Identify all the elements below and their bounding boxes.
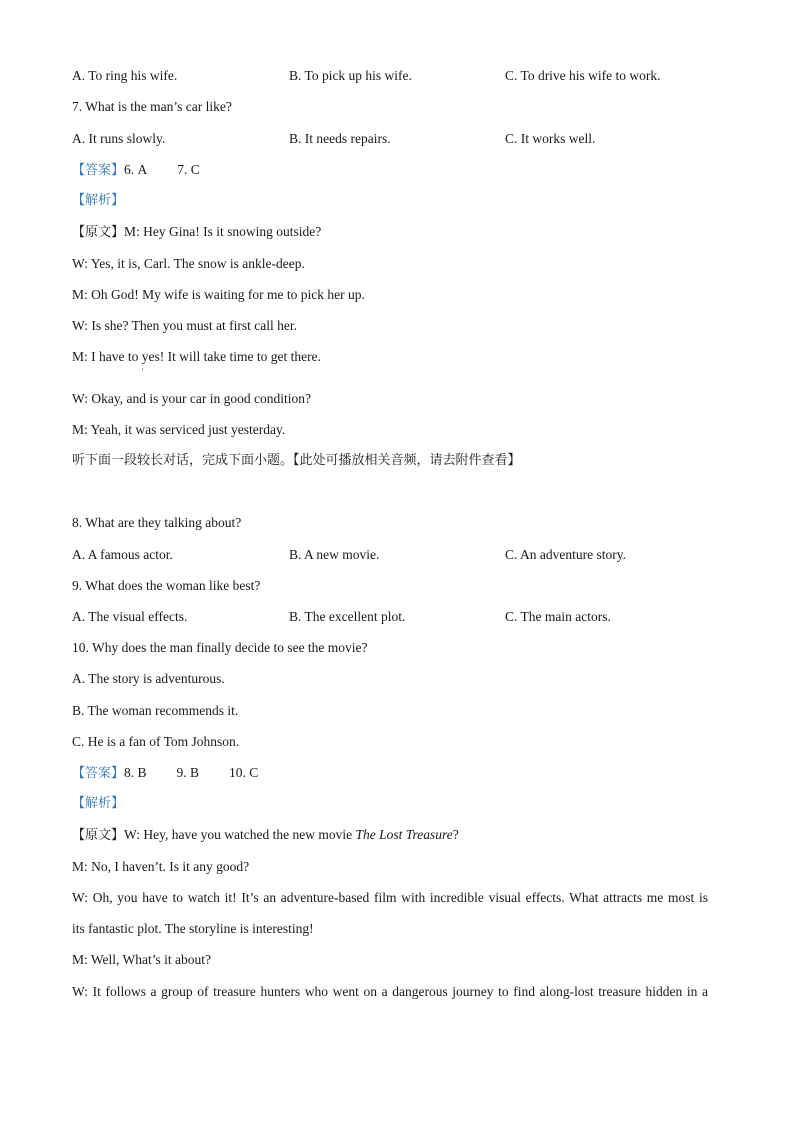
q7-option-a: A. It runs slowly.: [72, 131, 166, 146]
q9-option-c: C. The main actors.: [505, 609, 611, 624]
transcript2-line-5: M: Well, What’s it about?: [72, 952, 212, 967]
transcript-tag: 【原文】: [72, 828, 125, 843]
answer-7: 7. C: [177, 162, 200, 177]
transcript-text: M: Hey Gina! Is it snowing outside?: [124, 224, 322, 239]
tick-mark: ': [142, 367, 144, 376]
answer-line-1: [72, 162, 200, 179]
q7-option-b: B. It needs repairs.: [289, 131, 391, 146]
transcript-text-end: ?: [452, 827, 459, 842]
q10-option-c: C. He is a fan of Tom Johnson.: [72, 734, 240, 749]
transcript-line-5: M: I have to yes! It will take time to get there.: [72, 349, 321, 364]
transcript2-line-3: W: Oh, you have to watch it! It’s an adventure-based film with incredible visual effects. What attracts me most is: [72, 890, 708, 905]
analysis-tag-1: 【解析】: [72, 193, 125, 208]
q8-question: 8. What are they talking about?: [72, 515, 242, 530]
q8-option-a: A. A famous actor.: [72, 547, 173, 562]
transcript-text: W: Hey, have you watched the new movie: [124, 827, 356, 842]
transcript-tag: 【原文】: [72, 225, 125, 240]
transcript-line-7: M: Yeah, it was serviced just yesterday.: [72, 422, 286, 437]
transcript-line-4: W: Is she? Then you must at first call her.: [72, 318, 297, 333]
q9-question: 9. What does the woman like best?: [72, 578, 261, 593]
q9-option-b: B. The excellent plot.: [289, 609, 406, 624]
q10-option-b: B. The woman recommends it.: [72, 703, 239, 718]
answer-9: 9. B: [176, 765, 200, 780]
transcript-line-2: W: Yes, it is, Carl. The snow is ankle-deep.: [72, 256, 305, 271]
answer-10: 10. C: [229, 765, 259, 780]
transcript-line-3: M: Oh God! My wife is waiting for me to pick her up.: [72, 287, 365, 302]
q7-question: 7. What is the man’s car like?: [72, 99, 232, 114]
q6-option-b: B. To pick up his wife.: [289, 68, 412, 83]
q8-option-c: C. An adventure story.: [505, 547, 626, 562]
transcript-line-6: W: Okay, and is your car in good condition?: [72, 391, 311, 406]
q6-option-c: C. To drive his wife to work.: [505, 68, 661, 83]
transcript2-line-1: [72, 827, 459, 844]
q10-question: 10. Why does the man finally decide to see the movie?: [72, 640, 368, 655]
section-instruction: 听下面一段较长对话，完成下面小题。【此处可播放相关音频，请去附件查看】: [72, 453, 521, 468]
answer-6: 6. A: [124, 162, 148, 177]
q10-option-a: A. The story is adventurous.: [72, 671, 225, 686]
answer-tag: 【答案】: [72, 766, 125, 781]
answer-8: 8. B: [124, 765, 147, 780]
q8-option-b: B. A new movie.: [289, 547, 380, 562]
transcript2-line-6: W: It follows a group of treasure hunters who went on a dangerous journey to find along-lost treasure hidden in a: [72, 984, 708, 999]
transcript-line-1: [72, 224, 321, 241]
analysis-tag-2: 【解析】: [72, 796, 125, 811]
q6-option-a: A. To ring his wife.: [72, 68, 178, 83]
answer-line-2: [72, 765, 258, 782]
transcript2-line-2: M: No, I haven’t. Is it any good?: [72, 859, 250, 874]
answer-tag: 【答案】: [72, 163, 125, 178]
transcript2-line-4: its fantastic plot. The storyline is interesting!: [72, 921, 314, 936]
q7-option-c: C. It works well.: [505, 131, 596, 146]
q9-option-a: A. The visual effects.: [72, 609, 188, 624]
movie-title: The Lost Treasure: [355, 827, 453, 842]
